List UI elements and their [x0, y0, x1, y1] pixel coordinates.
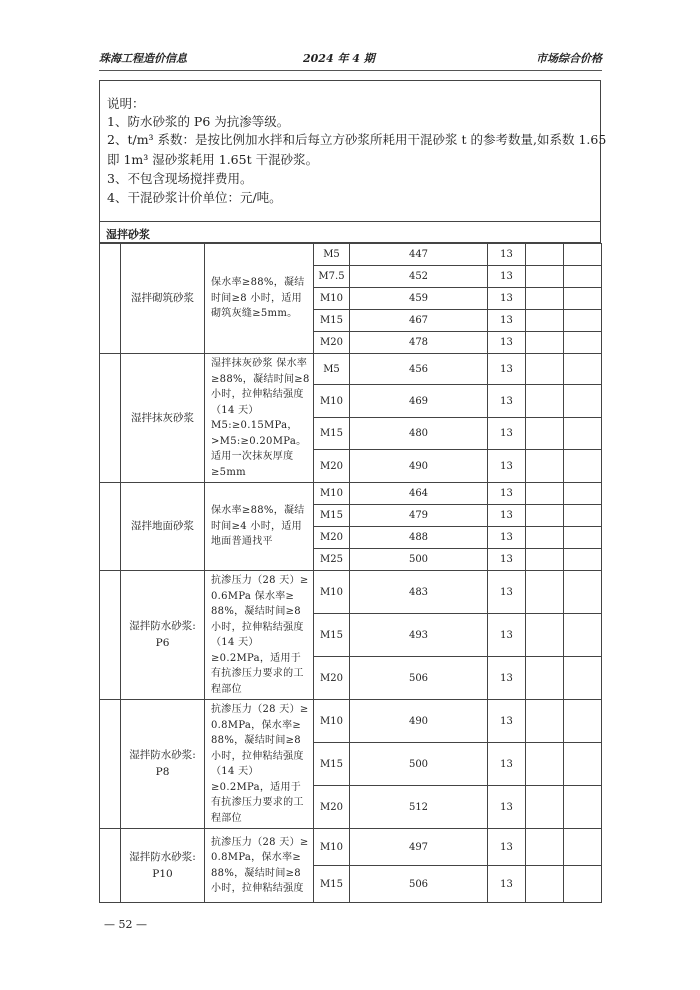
table-row [100, 571, 602, 614]
empty-cell [526, 310, 564, 332]
table-row [100, 829, 602, 866]
grade-cell: M10 [314, 288, 350, 310]
empty-cell [564, 866, 602, 903]
table-row [100, 700, 602, 743]
tax-rate-cell: 13 [488, 288, 526, 310]
header-rule [99, 70, 602, 71]
index-cell [100, 571, 121, 700]
tax-rate-cell: 13 [488, 505, 526, 527]
section-title: 湿拌砂浆 [106, 228, 150, 241]
empty-cell [564, 385, 602, 418]
grade-cell: M10 [314, 700, 350, 743]
grade-cell: M7.5 [314, 266, 350, 288]
empty-cell [526, 354, 564, 385]
empty-cell [564, 310, 602, 332]
empty-cell [526, 417, 564, 450]
table-row [100, 483, 602, 505]
empty-cell [526, 549, 564, 571]
product-spec: 湿拌抹灰砂浆 保水率≥88%，凝结时间≥8 小时，拉伸粘结强度（14 天） M5:≥0.15MPa，>M5:≥0.20MPa。适用一次抹灰厚度≥5mm [205, 354, 314, 483]
grade-cell: M15 [314, 310, 350, 332]
price-cell: 490 [350, 700, 488, 743]
tax-rate-cell: 13 [488, 866, 526, 903]
note-line: 1、防水砂浆的 P6 为抗渗等级。 [107, 114, 290, 129]
tax-rate-cell: 13 [488, 266, 526, 288]
grade-cell: M15 [314, 417, 350, 450]
index-cell [100, 700, 121, 829]
tax-rate-cell: 13 [488, 354, 526, 385]
grade-cell: M5 [314, 354, 350, 385]
grade-cell: M20 [314, 527, 350, 549]
product-spec: 保水率≥88%，凝结时间≥4 小时，适用地面普通找平 [205, 483, 314, 571]
tax-rate-cell: 13 [488, 614, 526, 657]
product-name: 湿拌砌筑砂浆 [121, 244, 205, 354]
empty-cell [564, 571, 602, 614]
note-line: 2、t/m³ 系数：是按比例加水拌和后每立方砂浆所耗用干混砂浆 t 的参考数量,如系数 1.65 [107, 132, 607, 147]
product-name: 湿拌防水砂浆: P6 [121, 571, 205, 700]
product-name: 湿拌防水砂浆: P8 [121, 700, 205, 829]
notes-box [99, 80, 607, 221]
note-line: 即 1m³ 湿砂浆耗用 1.65t 干混砂浆。 [107, 152, 319, 167]
grade-cell: M25 [314, 549, 350, 571]
empty-cell [564, 700, 602, 743]
grade-cell: M10 [314, 829, 350, 866]
price-cell: 469 [350, 385, 488, 418]
empty-cell [526, 385, 564, 418]
empty-cell [564, 527, 602, 549]
empty-cell [564, 288, 602, 310]
empty-cell [526, 829, 564, 866]
price-cell: 479 [350, 505, 488, 527]
empty-cell [526, 866, 564, 903]
grade-cell: M15 [314, 505, 350, 527]
index-cell [100, 829, 121, 903]
tax-rate-cell: 13 [488, 385, 526, 418]
price-cell: 506 [350, 657, 488, 700]
empty-cell [526, 266, 564, 288]
note-line: 4、干混砂浆计价单位：元/吨。 [107, 190, 282, 205]
empty-cell [564, 549, 602, 571]
price-cell: 464 [350, 483, 488, 505]
tax-rate-cell: 13 [488, 450, 526, 483]
tax-rate-cell: 13 [488, 743, 526, 786]
header-left: 珠海工程造价信息 [99, 52, 187, 65]
tax-rate-cell: 13 [488, 657, 526, 700]
section-header [99, 221, 601, 243]
price-cell: 447 [350, 244, 488, 266]
tax-rate-cell: 13 [488, 786, 526, 829]
price-cell: 467 [350, 310, 488, 332]
header-right: 市场综合价格 [536, 52, 602, 65]
empty-cell [526, 657, 564, 700]
empty-cell [526, 614, 564, 657]
price-cell: 483 [350, 571, 488, 614]
page-number: — 52 — [104, 918, 147, 931]
product-spec: 抗渗压力（28 天）≥ 0.8MPa，保水率≥ 88%，凝结时间≥8 小时，拉伸粘结强度 [205, 829, 314, 903]
price-cell: 512 [350, 786, 488, 829]
note-line: 3、不包含现场搅拌费用。 [107, 171, 253, 186]
tax-rate-cell: 13 [488, 310, 526, 332]
product-name: 湿拌防水砂浆: P10 [121, 829, 205, 903]
empty-cell [564, 657, 602, 700]
price-cell: 500 [350, 743, 488, 786]
product-spec: 保水率≥88%，凝结时间≥8 小时，适用砌筑灰缝≥5mm。 [205, 244, 314, 354]
grade-cell: M10 [314, 385, 350, 418]
empty-cell [526, 483, 564, 505]
price-cell: 490 [350, 450, 488, 483]
grade-cell: M20 [314, 450, 350, 483]
index-cell [100, 354, 121, 483]
grade-cell: M20 [314, 332, 350, 354]
empty-cell [526, 505, 564, 527]
empty-cell [564, 483, 602, 505]
empty-cell [564, 786, 602, 829]
empty-cell [564, 450, 602, 483]
grade-cell: M15 [314, 866, 350, 903]
empty-cell [564, 829, 602, 866]
price-cell: 500 [350, 549, 488, 571]
empty-cell [526, 571, 564, 614]
empty-cell [526, 332, 564, 354]
empty-cell [526, 244, 564, 266]
index-cell [100, 244, 121, 354]
price-cell: 452 [350, 266, 488, 288]
tax-rate-cell: 13 [488, 700, 526, 743]
empty-cell [526, 450, 564, 483]
empty-cell [564, 743, 602, 786]
page-header [99, 50, 602, 66]
empty-cell [564, 417, 602, 450]
grade-cell: M15 [314, 743, 350, 786]
header-center: 2024 年 4 期 [303, 52, 375, 65]
empty-cell [526, 288, 564, 310]
grade-cell: M5 [314, 244, 350, 266]
tax-rate-cell: 13 [488, 527, 526, 549]
grade-cell: M15 [314, 614, 350, 657]
price-cell: 497 [350, 829, 488, 866]
product-name: 湿拌地面砂浆 [121, 483, 205, 571]
tax-rate-cell: 13 [488, 829, 526, 866]
empty-cell [564, 332, 602, 354]
empty-cell [526, 527, 564, 549]
empty-cell [526, 700, 564, 743]
note-line: 说明： [107, 96, 145, 111]
tax-rate-cell: 13 [488, 571, 526, 614]
empty-cell [564, 244, 602, 266]
product-spec: 抗渗压力（28 天）≥ 0.8MPa，保水率≥ 88%，凝结时间≥8 小时，拉伸粘结强度（14 天）≥0.2MPa，适用于有抗渗压力要求的工程部位 [205, 700, 314, 829]
empty-cell [564, 614, 602, 657]
price-cell: 480 [350, 417, 488, 450]
price-table [99, 243, 602, 903]
tax-rate-cell: 13 [488, 483, 526, 505]
empty-cell [564, 505, 602, 527]
price-cell: 456 [350, 354, 488, 385]
empty-cell [564, 266, 602, 288]
index-cell [100, 483, 121, 571]
grade-cell: M20 [314, 657, 350, 700]
empty-cell [526, 743, 564, 786]
price-cell: 506 [350, 866, 488, 903]
price-cell: 493 [350, 614, 488, 657]
tax-rate-cell: 13 [488, 417, 526, 450]
table-row [100, 244, 602, 266]
product-name: 湿拌抹灰砂浆 [121, 354, 205, 483]
tax-rate-cell: 13 [488, 332, 526, 354]
empty-cell [564, 354, 602, 385]
price-cell: 488 [350, 527, 488, 549]
grade-cell: M10 [314, 571, 350, 614]
empty-cell [526, 786, 564, 829]
table-row [100, 354, 602, 385]
price-cell: 478 [350, 332, 488, 354]
product-spec: 抗渗压力（28 天）≥ 0.6MPa 保水率≥ 88%，凝结时间≥8 小时，拉伸粘结强度（14 天）≥0.2MPa，适用于有抗渗压力要求的工程部位 [205, 571, 314, 700]
grade-cell: M20 [314, 786, 350, 829]
grade-cell: M10 [314, 483, 350, 505]
tax-rate-cell: 13 [488, 244, 526, 266]
tax-rate-cell: 13 [488, 549, 526, 571]
price-cell: 459 [350, 288, 488, 310]
